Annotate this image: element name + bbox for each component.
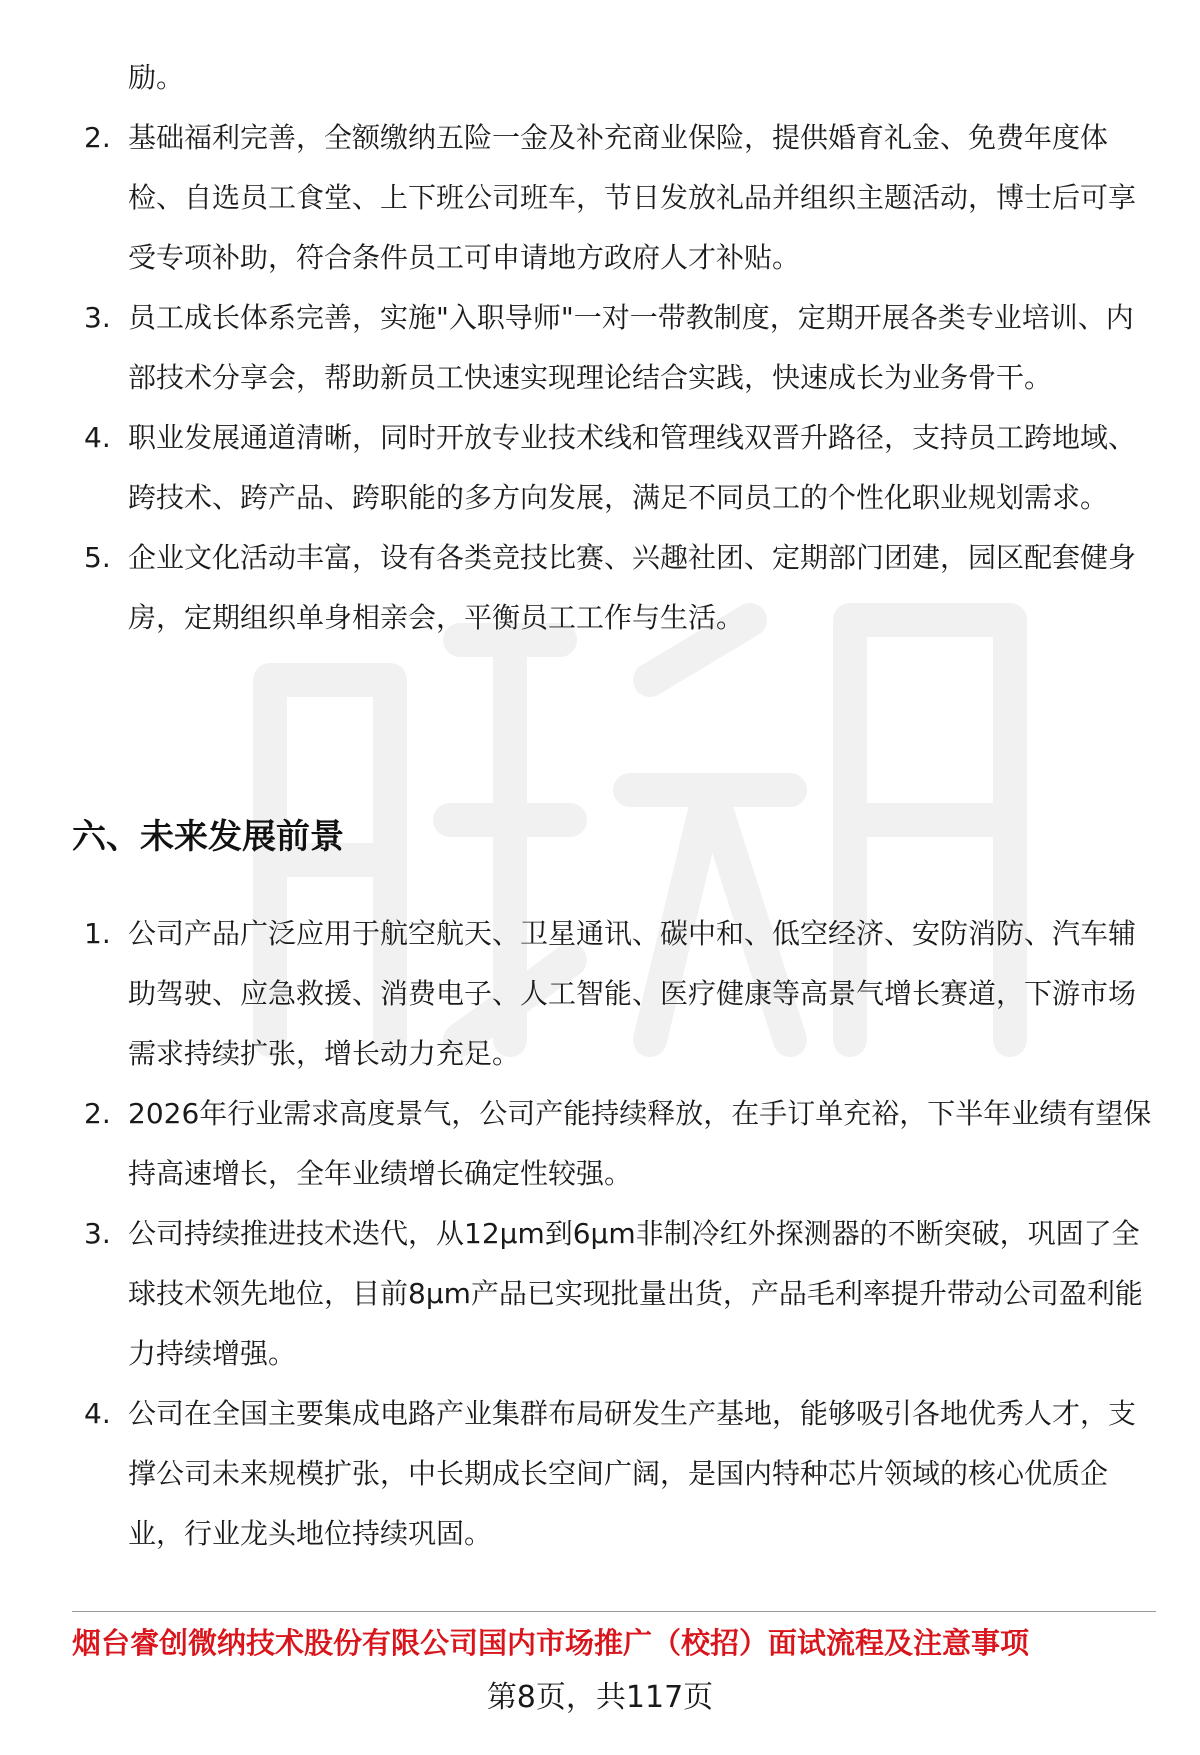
section-heading: 六、未来发展前景 <box>72 817 344 857</box>
list-item <box>0 904 1200 1084</box>
item-number: 3. <box>84 1217 111 1250</box>
list-item <box>0 288 1200 408</box>
item-number: 2. <box>84 1097 111 1130</box>
item-text: 基础福利完善，全额缴纳五险一金及补充商业保险，提供婚育礼金、免费年度体检、自选员工食堂、上下班公司班车，节日发放礼品并组织主题活动，博士后可享受专项补助，符合条件员工可申请地方政府人才补贴。 <box>128 121 1137 274</box>
list-item <box>0 1384 1200 1564</box>
list-item <box>0 1084 1200 1204</box>
item-number: 2. <box>84 121 111 154</box>
page-number: 第8页，共117页 <box>486 1680 714 1715</box>
footer-divider <box>72 1611 1156 1612</box>
document-body <box>0 0 1200 648</box>
item-number: 1. <box>84 917 111 950</box>
item-number: 5. <box>84 541 111 574</box>
list-item <box>0 528 1200 648</box>
list-item <box>0 108 1200 288</box>
item-text: 公司持续推进技术迭代，从12μm到6μm非制冷红外探测器的不断突破，巩固了全球技术领先地位，目前8μm产品已实现批量出货，产品毛利率提升带动公司盈利能力持续增强。 <box>128 1217 1143 1370</box>
item-text: 2026年行业需求高度景气，公司产能持续释放，在手订单充裕，下半年业绩有望保持高速增长，全年业绩增长确定性较强。 <box>128 1097 1152 1190</box>
item-number: 3. <box>84 301 111 334</box>
item-text: 公司产品广泛应用于航空航天、卫星通讯、碳中和、低空经济、安防消防、汽车辅助驾驶、应急救援、消费电子、人工智能、医疗健康等高景气增长赛道，下游市场需求持续扩张，增长动力充足。 <box>128 917 1137 1070</box>
item-number: 4. <box>84 421 111 454</box>
benefits-list <box>0 108 1200 648</box>
list-item <box>0 1204 1200 1384</box>
item-text: 职业发展通道清晰，同时开放专业技术线和管理线双晋升路径，支持员工跨地域、跨技术、跨产品、跨职能的多方向发展，满足不同员工的个性化职业规划需求。 <box>128 421 1137 514</box>
item-text: 员工成长体系完善，实施"入职导师"一对一带教制度，定期开展各类专业培训、内部技术分享会，帮助新员工快速实现理论结合实践，快速成长为业务骨干。 <box>128 301 1134 394</box>
footer-document-title: 烟台睿创微纳技术股份有限公司国内市场推广（校招）面试流程及注意事项 <box>72 1626 1030 1660</box>
item-text: 公司在全国主要集成电路产业集群布局研发生产基地，能够吸引各地优秀人才，支撑公司未来规模扩张，中长期成长空间广阔，是国内特种芯片领域的核心优质企业，行业龙头地位持续巩固。 <box>128 1397 1137 1550</box>
list-item <box>0 408 1200 528</box>
item-number: 4. <box>84 1397 111 1430</box>
continuation-text: 励。 <box>128 61 185 94</box>
item-text: 企业文化活动丰富，设有各类竞技比赛、兴趣社团、定期部门团建，园区配套健身房，定期组织单身相亲会，平衡员工工作与生活。 <box>128 541 1137 634</box>
future-outlook-list <box>0 904 1200 1564</box>
